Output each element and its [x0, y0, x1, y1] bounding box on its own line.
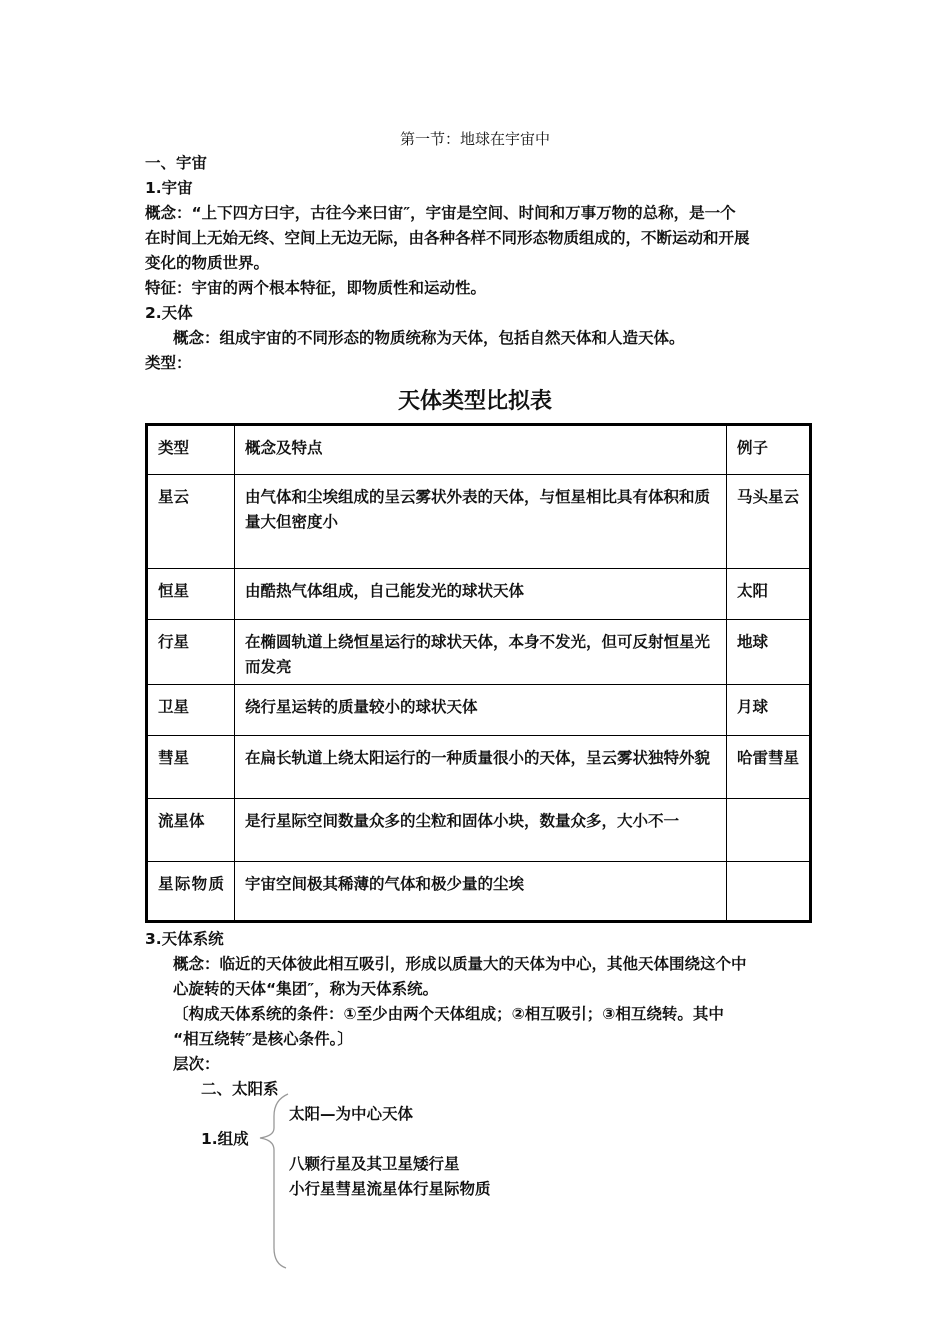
table-row [147, 736, 811, 799]
table-row [147, 569, 811, 620]
celestial-body-concept: 概念：组成宇宙的不同形态的物质统称为天体，包括自然天体和人造天体。 [173, 329, 685, 347]
type-cell: 星云 [147, 475, 235, 569]
example-cell [727, 799, 811, 862]
universe-concept-line: 变化的物质世界。 [145, 254, 270, 272]
subheading-celestial-body: 2.天体 [145, 304, 193, 322]
curly-brace-icon [252, 1092, 292, 1272]
table-row [147, 620, 811, 685]
composition-planets: 八颗行星及其卫星矮行星 [289, 1155, 460, 1173]
celestial-types-table [145, 423, 812, 923]
section-heading-universe: 一、宇宙 [145, 154, 208, 172]
type-cell: 卫星 [147, 685, 235, 736]
table-row [147, 475, 811, 569]
type-cell: 恒星 [147, 569, 235, 620]
type-cell: 彗星 [147, 736, 235, 799]
type-cell: 流星体 [147, 799, 235, 862]
universe-concept-line: 概念：“上下四方曰宇，古往今来曰宙″，宇宙是空间、时间和万事万物的总称，是一个 [145, 204, 736, 222]
header-cell: 例子 [727, 425, 811, 475]
system-condition-line: “相互绕转″是核心条件。〕 [173, 1030, 353, 1048]
description-cell: 宇宙空间极其稀薄的气体和极少量的尘埃 [235, 862, 727, 922]
description-cell: 由气体和尘埃组成的呈云雾状外表的天体，与恒星相比具有体积和质量大但密度小 [235, 475, 727, 569]
system-concept-line: 心旋转的天体“集团″，称为天体系统。 [173, 980, 439, 998]
system-condition-line: 〔构成天体系统的条件：①至少由两个天体组成；②相互吸引；③相互绕转。其中 [173, 1005, 724, 1023]
description-cell: 绕行星运转的质量较小的球状天体 [235, 685, 727, 736]
description-cell: 在扁长轨道上绕太阳运行的一种质量很小的天体，呈云雾状独特外貌 [235, 736, 727, 799]
example-cell [727, 862, 811, 922]
system-concept-line: 概念：临近的天体彼此相互吸引，形成以质量大的天体为中心，其他天体围绕这个中 [173, 955, 747, 973]
table-row [147, 862, 811, 922]
table-header-row [147, 425, 811, 475]
example-cell: 马头星云 [727, 475, 811, 569]
type-cell: 行星 [147, 620, 235, 685]
composition-sun: 太阳—为中心天体 [289, 1105, 414, 1123]
table-row [147, 799, 811, 862]
subheading-celestial-system: 3.天体系统 [145, 930, 224, 948]
universe-feature: 特征：宇宙的两个根本特征，即物质性和运动性。 [145, 279, 487, 297]
header-cell: 类型 [147, 425, 235, 475]
types-label: 类型： [145, 354, 192, 372]
subheading-composition: 1.组成 [201, 1130, 249, 1148]
universe-concept-line: 在时间上无始无终、空间上无边无际，由各种各样不同形态物质组成的，不断运动和开展 [145, 229, 750, 247]
type-cell: 星际物质 [147, 862, 235, 922]
example-cell: 太阳 [727, 569, 811, 620]
section-heading-solar-system: 二、太阳系 [201, 1080, 279, 1098]
page-title: 第一节：地球在宇宙中 [399, 130, 550, 148]
example-cell: 月球 [727, 685, 811, 736]
example-cell: 地球 [727, 620, 811, 685]
table-title: 天体类型比拟表 [397, 389, 552, 414]
header-cell: 概念及特点 [235, 425, 727, 475]
example-cell: 哈雷彗星 [727, 736, 811, 799]
composition-small-bodies: 小行星彗星流星体行星际物质 [289, 1180, 491, 1198]
subheading-universe: 1.宇宙 [145, 179, 193, 197]
levels-label: 层次： [173, 1055, 220, 1073]
description-cell: 是行星际空间数量众多的尘粒和固体小块，数量众多，大小不一 [235, 799, 727, 862]
table-row [147, 685, 811, 736]
description-cell: 由酷热气体组成，自己能发光的球状天体 [235, 569, 727, 620]
description-cell: 在椭圆轨道上绕恒星运行的球状天体，本身不发光，但可反射恒星光而发亮 [235, 620, 727, 685]
